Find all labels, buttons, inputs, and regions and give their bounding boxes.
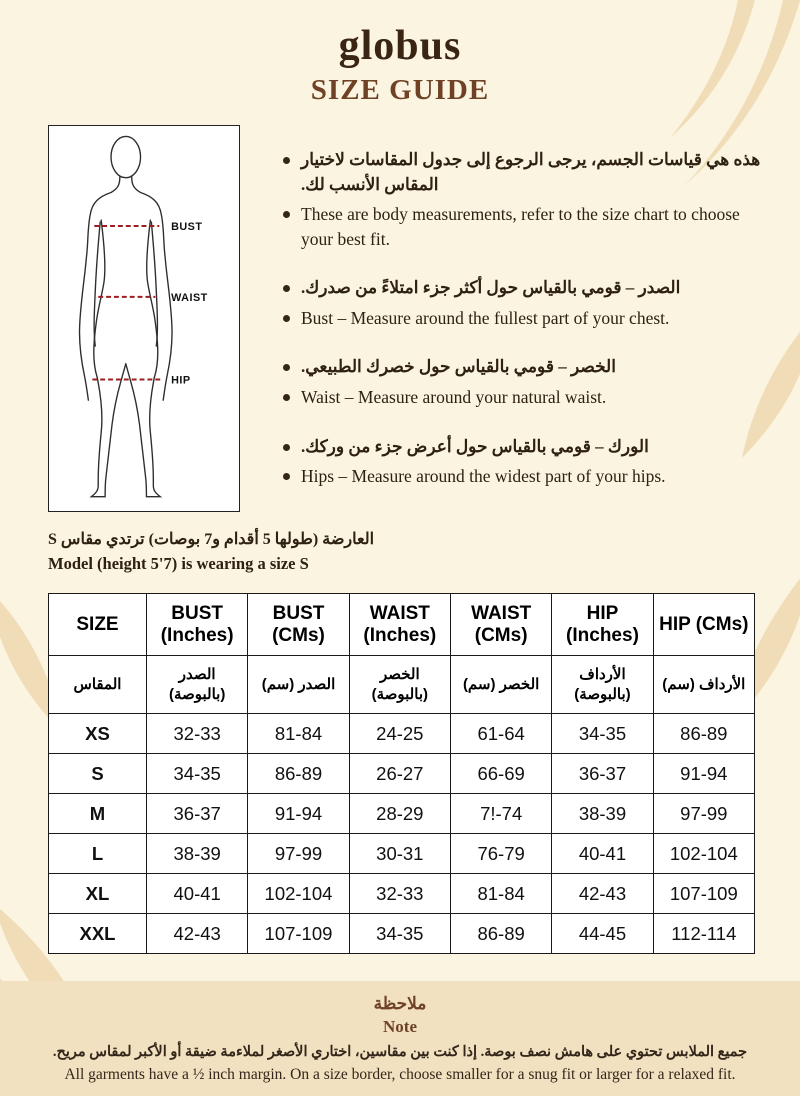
table-row: [49, 874, 755, 914]
table-cell: 102-104: [248, 874, 349, 914]
table-cell: 107-109: [653, 874, 754, 914]
brand-logo: globus: [338, 23, 462, 69]
note-body-arabic: جميع الملابس تحتوي على هامش نصف بوصة. إذا كنت بين مقاسين، اختاري الأصغر لملاءمة ضيقة أو الأكبر لمقاس مريح.: [52, 1043, 748, 1060]
instruction-english: These are body measurements, refer to the size chart to choose your best fit.: [301, 204, 740, 249]
table-row: [49, 794, 755, 834]
table-cell: 91-94: [248, 794, 349, 834]
table-cell: 91-94: [653, 754, 754, 794]
header-cell: BUST (CMs): [248, 594, 349, 656]
bust-label: BUST: [171, 220, 203, 233]
table-cell: 38-39: [552, 794, 653, 834]
instruction-arabic: هذه هي قياسات الجسم، يرجى الرجوع إلى جدول المقاسات لاختيار المقاس الأنسب لك.: [301, 150, 761, 194]
header-cell-ar: المقاس: [49, 656, 147, 714]
header-cell-ar: الأرداف (بالبوصة): [552, 656, 653, 714]
table-cell: 34-35: [349, 914, 450, 954]
instructions-list: [283, 148, 767, 514]
table-cell: 86-89: [248, 754, 349, 794]
header-cell-ar: الخصر (بالبوصة): [349, 656, 450, 714]
waist-label: WAIST: [171, 291, 208, 304]
table-cell: 44-45: [552, 914, 653, 954]
table-cell: 102-104: [653, 834, 754, 874]
table-row: [49, 914, 755, 954]
bullet-dot: [283, 315, 290, 322]
instruction-english: Waist – Measure around your natural waist.: [301, 387, 607, 408]
header-cell: SIZE: [49, 594, 147, 656]
table-cell: 40-41: [147, 874, 248, 914]
size-cell: S: [49, 754, 147, 794]
table-row: [49, 714, 755, 754]
table-header-row-arabic: [49, 656, 755, 714]
page-header: [0, 0, 800, 107]
mannequin-figure: [49, 126, 238, 510]
table-cell: 32-33: [147, 714, 248, 754]
bullet-dot: [283, 157, 290, 164]
instruction-item: [283, 435, 767, 489]
table-cell: 38-39: [147, 834, 248, 874]
table-row: [49, 754, 755, 794]
table-row: [49, 834, 755, 874]
instruction-item: [283, 148, 767, 251]
header-cell: BUST (Inches): [147, 594, 248, 656]
size-cell: XL: [49, 874, 147, 914]
header-cell-ar: الصدر (بالبوصة): [147, 656, 248, 714]
table-cell: 66-69: [450, 754, 551, 794]
bullet-dot: [283, 364, 290, 371]
table-cell: 86-89: [653, 714, 754, 754]
bullet-dot: [283, 394, 290, 401]
bullet-dot: [283, 444, 290, 451]
size-chart-table: [48, 593, 755, 954]
header-cell-ar: الصدر (سم): [248, 656, 349, 714]
header-cell: WAIST (Inches): [349, 594, 450, 656]
hip-label: HIP: [171, 374, 191, 387]
table-cell: 81-84: [248, 714, 349, 754]
table-cell: 28-29: [349, 794, 450, 834]
size-cell: M: [49, 794, 147, 834]
table-cell: 26-27: [349, 754, 450, 794]
table-cell: 112-114: [653, 914, 754, 954]
table-cell: 81-84: [450, 874, 551, 914]
model-note-english: Model (height 5'7) is wearing a size S: [48, 554, 309, 573]
table-cell: 97-99: [248, 834, 349, 874]
model-size-note: [48, 528, 608, 576]
instruction-arabic: الورك – قومي بالقياس حول أعرض جزء من وركك.: [301, 436, 649, 456]
table-cell: 7!-74: [450, 794, 551, 834]
instruction-item: [283, 276, 767, 330]
instruction-english: Hips – Measure around the widest part of your hips.: [301, 466, 666, 487]
table-header-row-english: [49, 594, 755, 656]
table-cell: 36-37: [147, 794, 248, 834]
size-cell: XS: [49, 714, 147, 754]
size-cell: XXL: [49, 914, 147, 954]
header-cell-ar: الخصر (سم): [450, 656, 551, 714]
instruction-item: [283, 355, 767, 409]
header-cell: HIP (CMs): [653, 594, 754, 656]
instruction-arabic: الخصر – قومي بالقياس حول خصرك الطبيعي.: [301, 357, 616, 377]
table-cell: 36-37: [552, 754, 653, 794]
table-cell: 42-43: [552, 874, 653, 914]
header-cell: WAIST (CMs): [450, 594, 551, 656]
bullet-dot: [283, 285, 290, 292]
table-cell: 34-35: [147, 754, 248, 794]
header-cell: HIP (Inches): [552, 594, 653, 656]
page-title: SIZE GUIDE: [310, 74, 490, 107]
table-cell: 42-43: [147, 914, 248, 954]
table-cell: 34-35: [552, 714, 653, 754]
table-cell: 86-89: [450, 914, 551, 954]
instruction-english: Bust – Measure around the fullest part of your chest.: [301, 307, 670, 328]
bullet-dot: [283, 473, 290, 480]
body-measurement-diagram: [48, 125, 240, 512]
table-cell: 40-41: [552, 834, 653, 874]
model-note-arabic: العارضة (طولها 5 أقدام و7 بوصات) ترتدي مقاس S: [48, 531, 375, 548]
table-cell: 107-109: [248, 914, 349, 954]
table-cell: 76-79: [450, 834, 551, 874]
table-cell: 97-99: [653, 794, 754, 834]
note-section: [0, 981, 800, 1096]
table-cell: 32-33: [349, 874, 450, 914]
table-cell: 24-25: [349, 714, 450, 754]
header-cell-ar: الأرداف (سم): [653, 656, 754, 714]
note-body-english: All garments have a ½ inch margin. On a size border, choose smaller for a snug fit or larger for a relaxed fit.: [64, 1065, 736, 1083]
bullet-dot: [283, 211, 290, 218]
note-title-arabic: ملاحظة: [373, 994, 427, 1013]
note-title-english: Note: [383, 1016, 417, 1036]
table-cell: 30-31: [349, 834, 450, 874]
size-cell: L: [49, 834, 147, 874]
table-cell: 61-64: [450, 714, 551, 754]
instruction-arabic: الصدر – قومي بالقياس حول أكثر جزء امتلاءً من صدرك.: [301, 278, 681, 298]
